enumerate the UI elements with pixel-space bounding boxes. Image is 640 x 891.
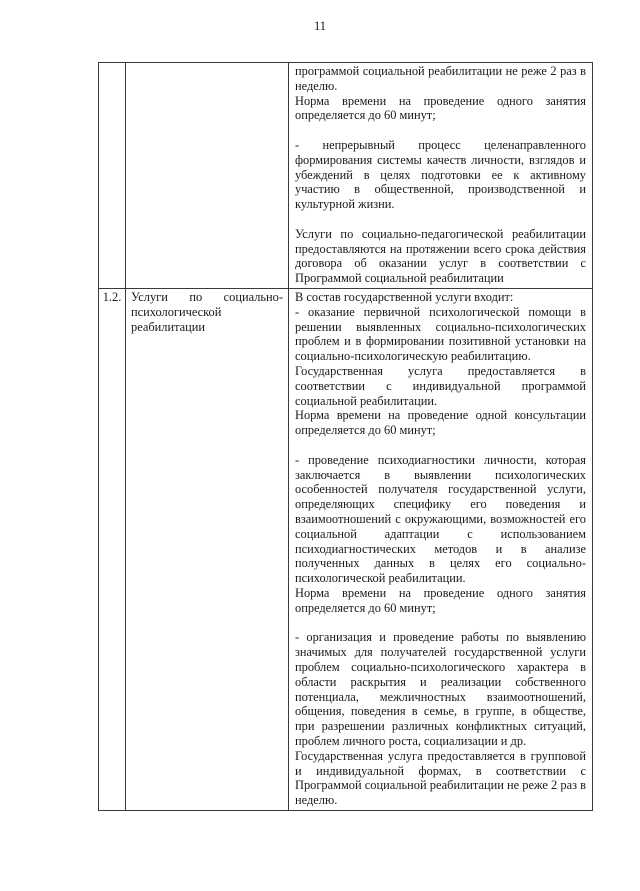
row-number-cell: 1.2. <box>99 289 126 811</box>
service-description-cell <box>289 289 593 811</box>
paragraph-spacer <box>295 438 586 453</box>
description-paragraph: Государственная услуга предоставляется в соответствии с индивидуальной программой социальной реабилитации. <box>295 363 586 408</box>
table-row <box>99 63 593 289</box>
service-name-cell <box>126 63 289 289</box>
description-paragraph: Государственная услуга предоставляется в групповой и индивидуальной формах, в соответствии с Программой социальной реабилитации не реже 2 раз в неделю. <box>295 748 586 808</box>
service-name: Услуги по социально-психологической реабилитации <box>131 290 283 334</box>
paragraph-spacer <box>295 212 586 227</box>
description-paragraph: - проведение психодиагностики личности, которая заключается в выявлении психологических особенностей получателя государственной услуги, определяющих специфику его поведения и взаимоотношений с окружающими, возможностей его социальной адаптации с использованием психодиагностических методов и в анализе полученных данных в целях его социально-психологической реабилитации. <box>295 452 586 586</box>
page-number: 11 <box>313 19 327 33</box>
service-name-cell <box>126 289 289 811</box>
row-number-cell <box>99 63 126 289</box>
description-paragraph: программой социальной реабилитации не реже 2 раз в неделю. <box>295 64 586 93</box>
description-paragraph: - непрерывный процесс целенаправленного формирования системы качеств личности, взглядов и убеждений в целях подготовки ее к активному участию в общественной, производственной и культурной жизни. <box>295 137 586 212</box>
services-table <box>98 62 593 811</box>
description-paragraph: - оказание первичной психологической помощи в решении выявленных социально-психологических проблем и в формировании позитивной установки на социально-психологическую реабилитацию. <box>295 304 586 364</box>
paragraph-spacer <box>295 123 586 138</box>
service-description-cell <box>289 63 593 289</box>
description-paragraph: Норма времени на проведение одного занятия определяется до 60 минут; <box>295 585 586 615</box>
paragraph-spacer <box>295 616 586 631</box>
description-paragraph: Услуги по социально-педагогической реабилитации предоставляются на протяжении всего срока действия договора об оказании услуг в соответствии с Программой социальной реабилитации <box>295 226 586 286</box>
table-row <box>99 289 593 811</box>
description-paragraph: В состав государственной услуги входит: <box>295 290 514 304</box>
description-paragraph: Норма времени на проведение одного занятия определяется до 60 минут; <box>295 93 586 123</box>
description-paragraph: - организация и проведение работы по выявлению значимых для получателей государственной услуги проблем социально-психологического характера в области раскрытия и реализации собственного потенциала, межличностных взаимоотношений, общения, поведения в семье, в группе, в обществе, при разрешении различных конфликтных ситуаций, проблем личного роста, социализации и др. <box>295 630 586 748</box>
description-paragraph: Норма времени на проведение одной консультации определяется до 60 минут; <box>295 408 586 438</box>
